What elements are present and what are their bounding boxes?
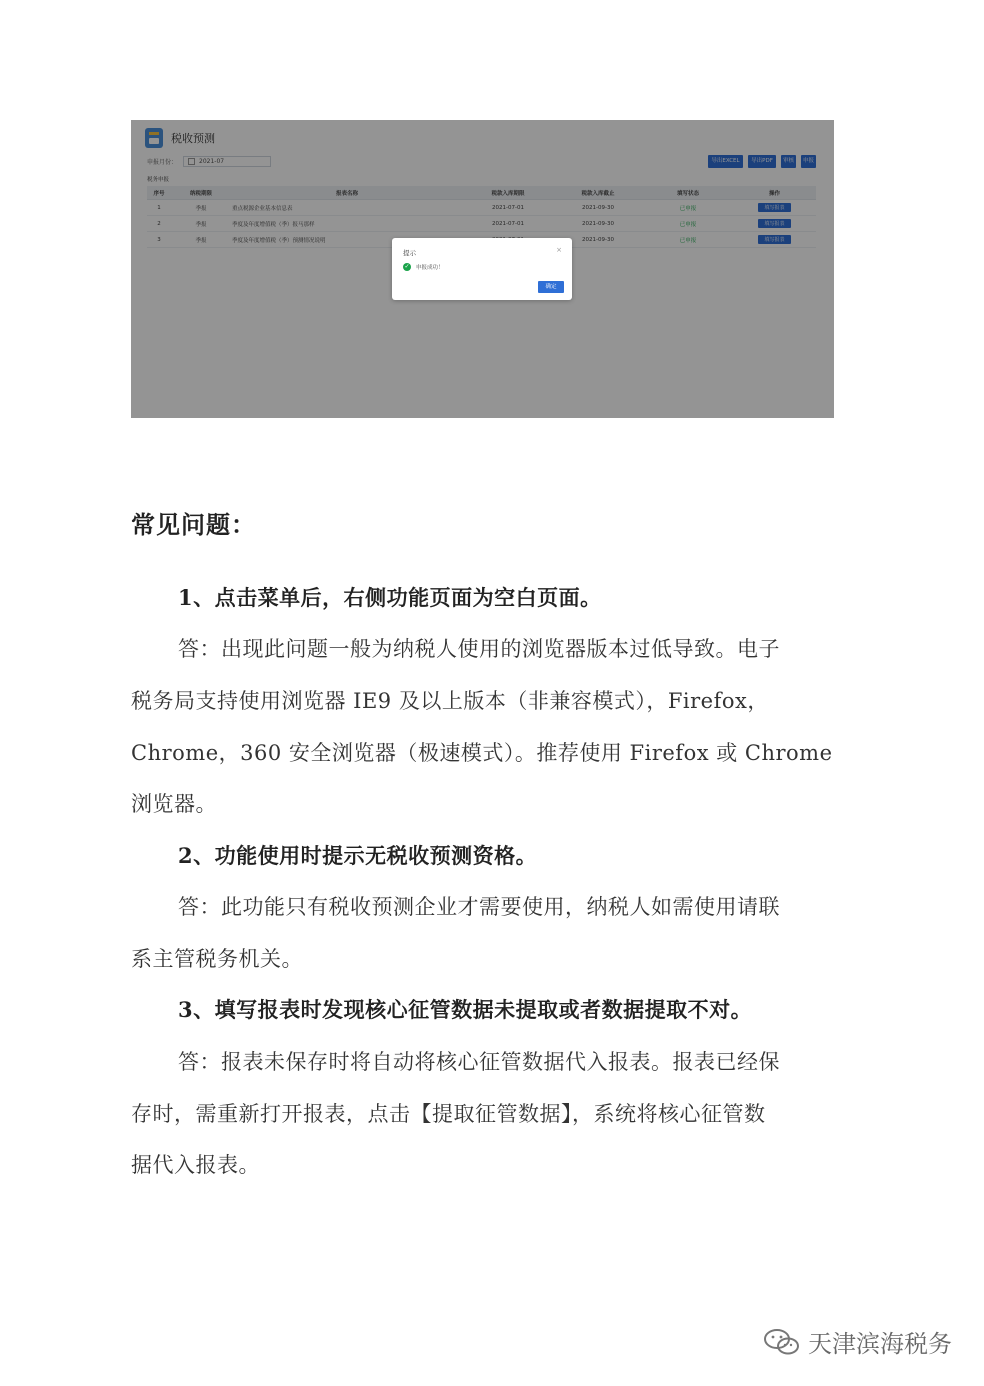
fill-report-button[interactable]: 填写报表: [758, 235, 790, 244]
dialog-message-text: 申报成功！: [416, 265, 444, 271]
col-header: 序号: [147, 186, 171, 200]
question-1: 1、点击菜单后，右侧功能页面为空白页面。: [178, 585, 602, 610]
cell: 1: [147, 200, 171, 216]
cell: 2021-07-01: [463, 200, 553, 216]
status-cell: 已申报: [643, 200, 733, 216]
answer-line: 答：报表未保存时将自动将核心征管数据代入报表。报表已经保: [178, 1050, 780, 1074]
cell: 重点税源企业基本信息表: [231, 200, 463, 216]
cell: 3: [147, 232, 171, 248]
cell: 2021-09-30: [553, 232, 643, 248]
check-circle-icon: ✓: [404, 263, 410, 270]
col-header: 报表名称: [231, 186, 463, 200]
review-button[interactable]: 审核: [781, 155, 796, 168]
close-icon[interactable]: ×: [556, 246, 562, 254]
watermark: [762, 1324, 952, 1359]
col-header: 税款入库截止: [553, 186, 643, 200]
question-3: 3、填写报表时发现核心征管数据未提取或者数据提取不对。: [178, 997, 753, 1022]
app-title: 税收预测: [171, 132, 215, 145]
fill-report-button[interactable]: 填写报表: [758, 203, 790, 212]
faq-heading: 常见问题：: [131, 510, 256, 539]
cell: 季度及年度增值税（季）报马那样: [231, 216, 463, 232]
cell: 2021-07-01: [463, 216, 553, 232]
cell: 2021-09-30: [553, 200, 643, 216]
answer-line: 存时，需重新打开报表，点击【提取征管数据】，系统将核心征管数: [131, 1102, 766, 1126]
dialog-message: [403, 263, 444, 271]
status-cell: 已申报: [643, 216, 733, 232]
submit-button[interactable]: 申报: [801, 155, 816, 168]
answer-line: 税务局支持使用浏览器 IE9 及以上版本（非兼容模式），Firefox，: [131, 689, 769, 713]
dialog-title: 提示: [403, 249, 416, 257]
col-header: 操作: [733, 186, 816, 200]
answer-line: 据代入报表。: [131, 1153, 260, 1177]
answer-line: 系主管税务机关。: [131, 947, 303, 971]
app-screenshot: [131, 120, 834, 418]
status-cell: 已申报: [643, 232, 733, 248]
answer-line: Chrome，360 安全浏览器（极速模式）。推荐使用 Firefox 或 Chrome: [131, 741, 833, 765]
filter-label: 申报月份：: [147, 159, 178, 166]
watermark-text: 天津滨海税务: [808, 1330, 952, 1358]
export-pdf-button[interactable]: 导出PDF: [748, 155, 776, 168]
answer-line: 浏览器。: [131, 792, 217, 816]
cell: 2: [147, 216, 171, 232]
export-excel-button[interactable]: 导出EXCEL: [708, 155, 743, 168]
answer-line: 答：出现此问题一般为纳税人使用的浏览器版本过低导致。电子: [178, 637, 780, 661]
cell: 季报: [171, 232, 231, 248]
confirm-button[interactable]: 确定: [538, 281, 564, 293]
cell: 2021-09-30: [553, 216, 643, 232]
cell: 季度及年度增值税（季）预测情况说明: [231, 232, 463, 248]
col-header: 税款入库期限: [463, 186, 553, 200]
col-header: 纳税期限: [171, 186, 231, 200]
wechat-icon: [762, 1327, 802, 1357]
fill-report-button[interactable]: 填写报表: [758, 219, 790, 228]
answer-line: 答：此功能只有税收预测企业才需要使用，纳税人如需使用请联: [178, 895, 780, 919]
col-header: 填写状态: [643, 186, 733, 200]
question-2: 2、功能使用时提示无税收预测资格。: [178, 843, 538, 868]
section-label: 税务申报: [147, 177, 170, 183]
cell: 季报: [171, 216, 231, 232]
month-value: 2021-07: [199, 158, 225, 165]
cell: 季报: [171, 200, 231, 216]
prompt-dialog: [392, 238, 572, 300]
